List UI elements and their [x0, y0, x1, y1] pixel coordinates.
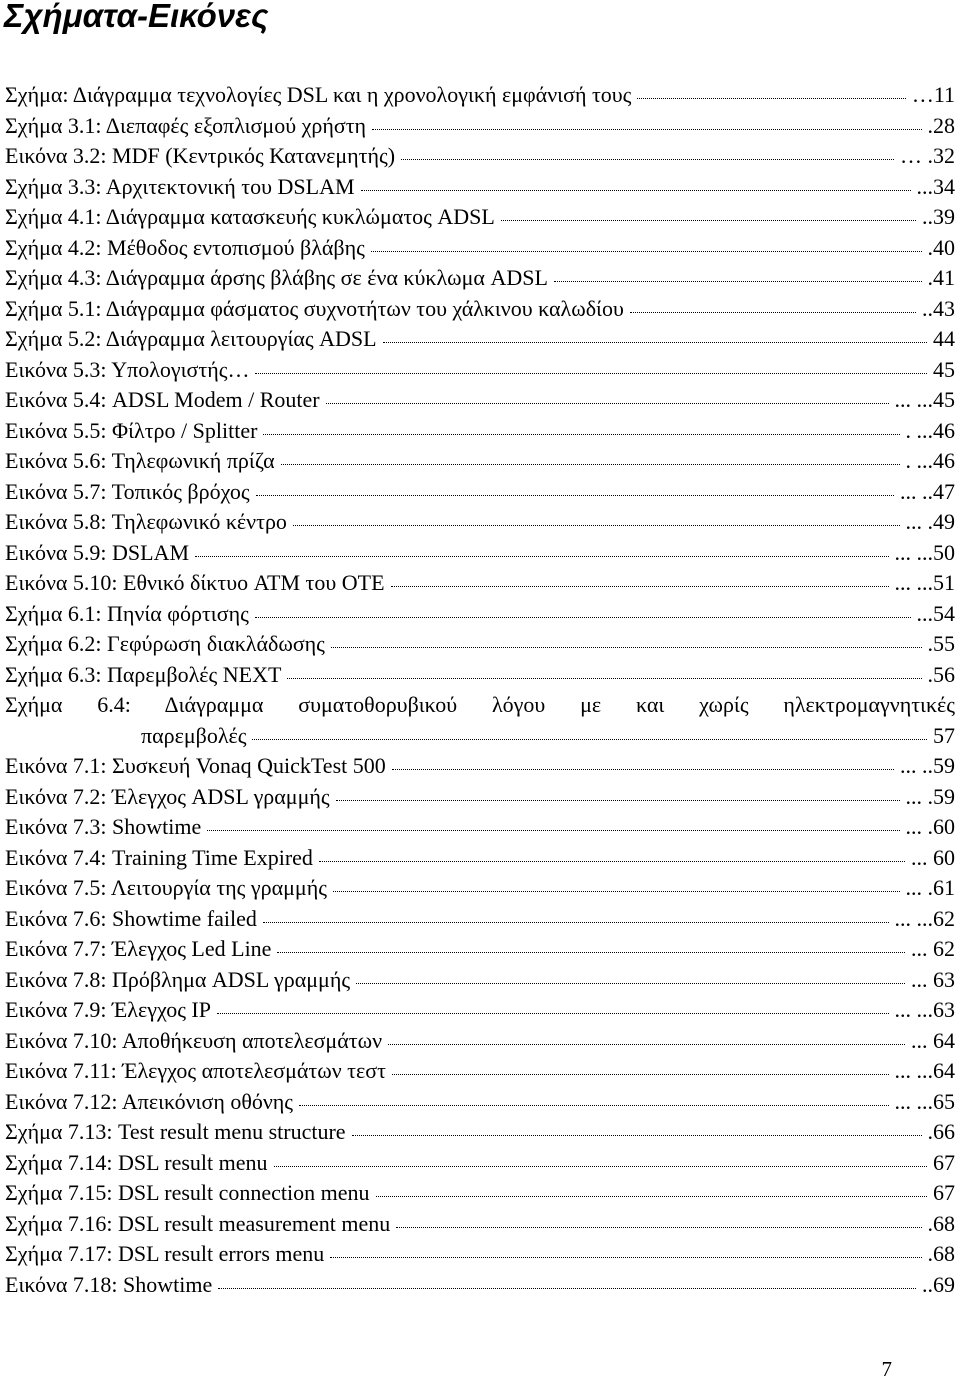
toc-entry[interactable] — [5, 843, 955, 874]
toc-entry[interactable] — [5, 111, 955, 142]
toc-entry[interactable] — [5, 446, 955, 477]
dot-leader — [356, 983, 905, 984]
toc-entry[interactable] — [5, 172, 955, 203]
toc-entry[interactable] — [5, 1117, 955, 1148]
entry-page-number: ... ...62 — [894, 905, 955, 931]
dot-leader — [637, 98, 905, 99]
dot-leader — [391, 586, 889, 587]
entry-page-number: ... .60 — [905, 814, 955, 839]
dot-leader — [392, 769, 894, 770]
entry-page-number: .66 — [927, 1119, 955, 1144]
dot-leader — [396, 1227, 921, 1228]
entry-page-number: ...54 — [916, 600, 955, 626]
entry-label: Εικόνα 7.3: Showtime — [5, 814, 202, 839]
entry-page-number: … .32 — [900, 143, 955, 168]
toc-entry[interactable] — [5, 1087, 955, 1118]
dot-leader — [630, 312, 916, 313]
entry-label: Σχήμα 5.1: Διάγραμμα φάσματος συχνοτήτων του χάλκινου καλωδίου — [5, 295, 624, 321]
entry-label: Σχήμα 5.2: Διάγραμμα λειτουργίας ADSL — [5, 326, 377, 351]
toc-entry[interactable] — [5, 1270, 955, 1301]
toc-entry[interactable] — [5, 1239, 955, 1270]
table-of-figures — [5, 80, 955, 1300]
entry-page-number: ... 60 — [911, 844, 955, 870]
toc-entry[interactable] — [5, 141, 955, 172]
entry-label: Εικόνα 7.9: Έλεγχος IP — [5, 997, 211, 1022]
dot-leader — [255, 617, 911, 618]
entry-label: Εικόνα 7.18: Showtime — [5, 1271, 213, 1297]
entry-label: Εικόνα 5.3: Υπολογιστής… — [5, 356, 250, 382]
entry-label: Σχήμα 4.2: Μέθοδος εντοπισμού βλάβης — [5, 234, 365, 260]
entry-page-number: 44 — [933, 326, 955, 351]
entry-label: Σχήμα 6.3: Παρεμβολές NEXT — [5, 661, 282, 687]
entry-label: Εικόνα 7.2: Έλεγχος ADSL γραμμής — [5, 783, 330, 809]
entry-page-number: ..43 — [922, 295, 955, 321]
entry-label: Σχήμα 4.1: Διάγραμμα κατασκευής κυκλώματος ADSL — [5, 204, 495, 229]
entry-label-continued: παρεμβολές — [141, 722, 247, 748]
dot-leader — [207, 830, 899, 831]
toc-entry[interactable] — [5, 1026, 955, 1057]
dot-leader — [319, 861, 905, 862]
entry-page-number: 67 — [933, 1149, 955, 1175]
entry-label: Εικόνα 7.10: Αποθήκευση αποτελεσμάτων — [5, 1027, 383, 1053]
dot-leader — [252, 739, 927, 740]
entry-page-number: ... ...50 — [894, 539, 955, 565]
toc-entry[interactable] — [5, 629, 955, 660]
toc-entry[interactable] — [5, 812, 955, 843]
entry-page-number: 45 — [933, 356, 955, 382]
entry-label: Σχήμα 3.1: Διεπαφές εξοπλισμού χρήστη — [5, 112, 367, 138]
page-title: Σχήματα-Εικόνες — [4, 0, 269, 34]
entry-label: Εικόνα 5.6: Τηλεφωνική πρίζα — [5, 448, 275, 473]
dot-leader — [281, 464, 900, 465]
entry-page-number: ... ...65 — [894, 1088, 955, 1114]
entry-label: Εικόνα 7.4: Training Time Expired — [5, 844, 313, 870]
entry-label: Εικόνα 7.11: Έλεγχος αποτελεσμάτων τεστ — [5, 1058, 386, 1083]
entry-page-number: .56 — [927, 661, 955, 687]
entry-label: Εικόνα 5.4: ADSL Modem / Router — [5, 387, 320, 412]
dot-leader — [554, 281, 922, 282]
dot-leader — [277, 952, 905, 953]
toc-entry[interactable] — [5, 507, 955, 538]
entry-label: Εικόνα 5.8: Τηλεφωνικό κέντρο — [5, 509, 287, 534]
entry-label: Σχήμα 4.3: Διάγραμμα άρσης βλάβης σε ένα κύκλωμα ADSL — [5, 265, 548, 290]
entry-page-number: ... ...64 — [894, 1058, 955, 1083]
toc-entry[interactable] — [5, 1148, 955, 1179]
entry-page-number: ... ..47 — [900, 478, 955, 504]
entry-page-number: ... 63 — [911, 966, 955, 992]
dot-leader — [372, 129, 921, 130]
entry-page-number: 57 — [933, 722, 955, 748]
entry-label: Εικόνα 3.2: MDF (Κεντρικός Κατανεμητής) — [5, 143, 396, 168]
entry-page-number: .68 — [927, 1241, 955, 1266]
entry-page-number: ..39 — [922, 204, 955, 229]
entry-label: Σχήμα 6.1: Πηνία φόρτισης — [5, 600, 249, 626]
dot-leader — [263, 434, 899, 435]
dot-leader — [299, 1105, 888, 1106]
dot-leader — [326, 403, 889, 404]
entry-label: Σχήμα 3.3: Αρχιτεκτονική του DSLAM — [5, 173, 355, 199]
dot-leader — [263, 922, 889, 923]
toc-entry[interactable] — [5, 934, 955, 965]
toc-entry[interactable] — [5, 873, 955, 904]
toc-entry[interactable] — [5, 355, 955, 386]
toc-entry[interactable] — [5, 324, 955, 355]
entry-page-number: .55 — [927, 631, 955, 656]
entry-label: Εικόνα 7.5: Λειτουργία της γραμμής — [5, 875, 327, 900]
entry-label: Σχήμα 7.13: Test result menu structure — [5, 1119, 346, 1144]
dot-leader — [388, 1044, 905, 1045]
entry-label: Σχήμα 7.17: DSL result errors menu — [5, 1241, 325, 1266]
entry-page-number: ..69 — [922, 1271, 955, 1297]
dot-leader — [401, 159, 894, 160]
entry-label: Εικόνα 7.8: Πρόβλημα ADSL γραμμής — [5, 966, 351, 992]
entry-label: Σχήμα 6.4: Διάγραμμα συματοθορυβικού λόγου με και χωρίς ηλεκτρομαγνητικές — [5, 692, 955, 717]
dot-leader — [383, 342, 927, 343]
dot-leader — [256, 495, 894, 496]
dot-leader — [218, 1288, 916, 1289]
toc-entry[interactable] — [5, 965, 955, 996]
dot-leader — [331, 647, 922, 648]
toc-entry[interactable] — [5, 477, 955, 508]
entry-page-number: ... ...63 — [894, 997, 955, 1022]
dot-leader — [392, 1074, 889, 1075]
toc-entry[interactable] — [5, 995, 955, 1026]
toc-entry[interactable] — [5, 690, 955, 751]
toc-entry[interactable] — [5, 385, 955, 416]
entry-label: Σχήμα 7.15: DSL result connection menu — [5, 1180, 370, 1205]
toc-entry[interactable] — [5, 416, 955, 447]
toc-entry[interactable] — [5, 233, 955, 264]
entry-page-number: ... ...45 — [894, 387, 955, 412]
entry-label: Σχήμα 7.16: DSL result measurement menu — [5, 1210, 391, 1236]
entry-page-number: .68 — [927, 1210, 955, 1236]
entry-page-number: .28 — [927, 112, 955, 138]
entry-label: Εικόνα 5.10: Εθνικό δίκτυο ATM του ΟΤΕ — [5, 570, 385, 595]
entry-page-number: 67 — [933, 1180, 955, 1205]
dot-leader — [217, 1013, 889, 1014]
dot-leader — [287, 678, 921, 679]
toc-entry[interactable] — [5, 538, 955, 569]
dot-leader — [333, 891, 900, 892]
toc-entry[interactable] — [5, 80, 955, 111]
entry-label: Σχήμα 6.2: Γεφύρωση διακλάδωσης — [5, 631, 325, 656]
dot-leader — [501, 220, 916, 221]
toc-entry[interactable] — [5, 751, 955, 782]
toc-entry[interactable] — [5, 263, 955, 294]
toc-entry[interactable] — [5, 1178, 955, 1209]
entry-label: Εικόνα 7.7: Έλεγχος Led Line — [5, 936, 272, 961]
entry-page-number: ...34 — [916, 173, 955, 199]
entry-page-number: . ...46 — [905, 448, 955, 473]
dot-leader — [330, 1257, 921, 1258]
entry-page-number: …11 — [911, 82, 955, 107]
toc-entry[interactable] — [5, 904, 955, 935]
toc-entry[interactable] — [5, 599, 955, 630]
entry-label: Εικόνα 7.6: Showtime failed — [5, 905, 257, 931]
entry-label: Εικόνα 5.7: Τοπικός βρόχος — [5, 478, 250, 504]
dot-leader — [195, 556, 888, 557]
toc-entry[interactable] — [5, 1056, 955, 1087]
dot-leader — [255, 373, 927, 374]
entry-page-number: ... .61 — [905, 875, 955, 900]
dot-leader — [274, 1166, 927, 1167]
entry-page-number: . ...46 — [905, 417, 955, 443]
entry-page-number: ... 64 — [911, 1027, 955, 1053]
toc-entry[interactable] — [5, 782, 955, 813]
entry-label: Σχήμα 7.14: DSL result menu — [5, 1149, 268, 1175]
dot-leader — [376, 1196, 927, 1197]
dot-leader — [371, 251, 922, 252]
dot-leader — [293, 525, 900, 526]
entry-label: Εικόνα 7.12: Απεικόνιση οθόνης — [5, 1088, 294, 1114]
toc-entry[interactable] — [5, 568, 955, 599]
entry-page-number: .41 — [927, 265, 955, 290]
page-number: 7 — [881, 1357, 892, 1381]
entry-label: Εικόνα 7.1: Συσκευή Vonaq QuickTest 500 — [5, 753, 386, 778]
entry-page-number: ... .49 — [905, 509, 955, 534]
dot-leader — [361, 190, 911, 191]
entry-page-number: .40 — [927, 234, 955, 260]
entry-label: Σχήμα: Διάγραμμα τεχνολογίες DSL και η χρονολογική εμφάνισή τους — [5, 82, 632, 107]
toc-entry[interactable] — [5, 1209, 955, 1240]
toc-entry[interactable] — [5, 660, 955, 691]
entry-page-number: ... ...51 — [894, 570, 955, 595]
dot-leader — [336, 800, 900, 801]
dot-leader — [352, 1135, 922, 1136]
entry-label: Εικόνα 5.5: Φίλτρο / Splitter — [5, 417, 258, 443]
entry-page-number: ... 62 — [911, 936, 955, 961]
entry-label: Εικόνα 5.9: DSLAM — [5, 539, 190, 565]
toc-entry[interactable] — [5, 202, 955, 233]
entry-page-number: ... .59 — [905, 783, 955, 809]
entry-page-number: ... ..59 — [900, 753, 955, 778]
toc-entry[interactable] — [5, 294, 955, 325]
